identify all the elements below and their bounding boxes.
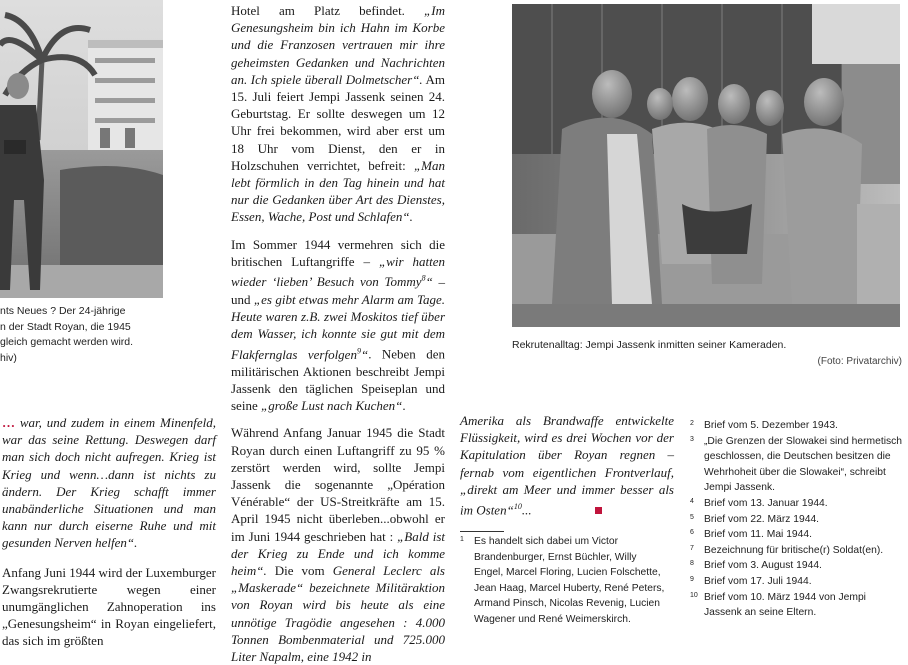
footnote-ref[interactable]: 8 — [421, 274, 426, 284]
footnote-item — [690, 543, 904, 559]
footnote-item — [690, 574, 904, 590]
footnote-item — [690, 418, 904, 434]
text-run: Hotel am Platz befindet. — [231, 3, 425, 18]
footnote-number: 7 — [690, 544, 694, 552]
footnote-text: Brief vom 3. August 1944. — [704, 560, 822, 572]
quote-run-text: „es gibt etwas mehr Alarm am Tage. Heute waren z.B. zwei Moskitos tief über dem Wasser, ich konnte sie gut mit dem Flakfernglas verfolgen — [231, 291, 446, 362]
footnote-text: Bezeichnung für britische(r) Soldat(en). — [704, 544, 884, 556]
footnote-item — [690, 590, 904, 621]
quote-run: „Man lebt förmlich in den Tag hinein und hat nur die Gedanken über Art des Dienstes, Essen, Wache, Post und Schlafen“. — [231, 157, 445, 225]
quote-run: General Leclerc als „Maskerade“ bezeichnete Militäraktion von Royan wird bis heute als eine unnötige Tragödie angesehen : 4.000 Tonnen Bombenmaterial und 725.000 Liter Napalm, eine 1942 in — [231, 562, 445, 664]
recruits-photo — [512, 4, 900, 327]
right-paragraph — [460, 412, 674, 519]
middle-text-column — [231, 2, 445, 665]
footnote-1 — [460, 534, 668, 628]
footnote-item — [690, 512, 904, 528]
footnote-number: 6 — [690, 529, 694, 537]
footnote-item — [690, 527, 904, 543]
article-end-marker — [595, 507, 602, 514]
middle-paragraph-2 — [231, 236, 445, 415]
footnote-text: Brief vom 22. März 1944. — [704, 513, 820, 525]
footnote-text: Brief vom 11. Mai 1944. — [704, 529, 812, 541]
footnote-item — [690, 434, 904, 496]
footnote-number: 8 — [690, 560, 694, 568]
quote-run: „große Lust nach Kuchen“ — [260, 398, 403, 414]
left-paragraph-quote — [2, 414, 216, 552]
right-text-column — [460, 412, 674, 519]
ellipsis-marker: … — [2, 415, 15, 430]
text-run: – und — [231, 274, 445, 307]
footnotes-column — [690, 418, 904, 621]
middle-paragraph-3 — [231, 424, 445, 665]
text-run: Die vom — [266, 562, 333, 578]
footnote-text: Brief vom 5. Dezember 1943. — [704, 420, 838, 431]
soldier-street-photo — [0, 0, 163, 298]
left-paragraph-body: Anfang Juni 1944 wird der Luxemburger Zwangsrekrutierte wegen einer unumgänglichen Zahnoperation ins „Genesungsheim“ in Royan eingeliefert, das sich im größten — [2, 564, 216, 649]
left-caption-line: hiv) — [0, 351, 17, 364]
text-run: . — [402, 398, 406, 414]
text-run: Im Sommer 1944 vermehren sich die britischen Luftangriffe – — [231, 236, 445, 269]
footnote-item — [690, 496, 904, 512]
middle-paragraph-1 — [231, 2, 445, 226]
quote-run: Amerika als Brandwaffe entwickelte Flüssigkeit, wird es drei Wochen vor der Kapitulation über Royan regnen – fernab vom eigentlichen Frontverlauf, „direkt am Meer und immer besser als im Osten“ — [460, 413, 674, 518]
left-caption-line: gleich gemacht werden wird. — [0, 336, 134, 348]
footnote-item — [460, 534, 668, 628]
quote-run-text: „wir hatten wieder ‘lieben’ Besuch von Tommy — [231, 253, 445, 290]
footnote-text: „Die Grenzen der Slowakei sind hermetisch geschlossen, die Deutschen besitzen die Wehrhoheit über die Slowakei“, schreibt Jempi Jassenk. — [704, 435, 903, 494]
footnote-number: 10 — [690, 591, 698, 599]
quote-close: “ — [425, 274, 433, 290]
quote-close: “ — [360, 346, 369, 362]
recruits-photo-caption — [512, 338, 902, 369]
text-run: Am 15. Juli feiert Jempi Jassenk seinen 24. Geburtstag. Er sollte deswegen um 12 Uhr frei bekommen, wird aber erst um 18 Uhr vom Dienst, den er in Holzschuhen verrichtet, befreit: — [231, 71, 445, 173]
footnote-number: 3 — [690, 435, 694, 443]
footnote-text: Brief vom 17. Juli 1944. — [704, 575, 812, 587]
text-run: ... — [521, 502, 532, 518]
footnote-number: 1 — [460, 536, 464, 543]
footnote-number: 9 — [690, 575, 694, 583]
left-caption-line: n der Stadt Royan, die 1945 — [0, 320, 131, 333]
footnote-text: Brief vom 13. Januar 1944. — [704, 497, 828, 509]
quote-run: „Im Genesungsheim bin ich Hahn im Korbe und die Franzosen vertrauen mir ihre geheimsten Gedanken und Nachrichten an. Ich spiele überall Dolmetscher“. — [231, 3, 445, 87]
text-run: Während Anfang Januar 1945 die Stadt Royan durch einen Luftangriff zu 95 % zerstört werden wird, sollte Jempi Jassenk die sogenannte „Opération Vénérable“ der US-Streitkräfte am 15. April 1945 nicht überleben...obwohl er im Juni 1944 geschrieben hat : — [231, 425, 445, 544]
left-photo-caption — [0, 304, 165, 366]
footnote-item — [690, 558, 904, 574]
photo-credit: (Foto: Privatarchiv) — [817, 355, 902, 367]
quote-run: „Bald ist der Krieg zu Ende und ich komme heim“. — [231, 528, 445, 578]
caption-text: Rekrutenalltag: Jempi Jassenk inmitten seiner Kameraden. — [512, 339, 787, 351]
footnote-rule — [460, 531, 504, 532]
quote-text: war, und zudem in einem Minenfeld, war das seine Rettung. Deswegen darf man sich doch nicht aufregen. Krieg ist Krieg und wenn…dann ist nichts zu ändern. Der Krieg schafft immer unabänderliche Situationen und man kann nur durch eiserne Ruhe und mit gesunden Nerven helfen“. — [2, 415, 216, 551]
text-run: . Neben den militärischen Aktionen beschreibt Jempi Jassenk den täglichen Speiseplan und seine — [231, 346, 446, 414]
left-caption-line: nts Neues ? Der 24-jährige — [0, 305, 126, 317]
footnote-ref[interactable]: 9 — [356, 346, 361, 356]
footnote-number: 4 — [690, 497, 694, 505]
footnote-text: Es handelt sich dabei um Victor Brandenburger, Ernst Büchler, Willy Engel, Marcel Floring, Lucien Folschette, Jean Haag, Marcel Huberty, René Peters, Armand Pinsch, Nicolas Revenig, Lucien Wagener und René Weimerskirch. — [474, 536, 665, 625]
left-text-column — [2, 414, 216, 650]
footnote-text: Brief vom 10. März 1944 von Jempi Jassenk an seine Eltern. — [704, 591, 866, 619]
footnote-number: 5 — [690, 513, 694, 521]
footnote-number: 2 — [690, 420, 694, 427]
footnote-ref[interactable]: 10 — [513, 502, 522, 512]
